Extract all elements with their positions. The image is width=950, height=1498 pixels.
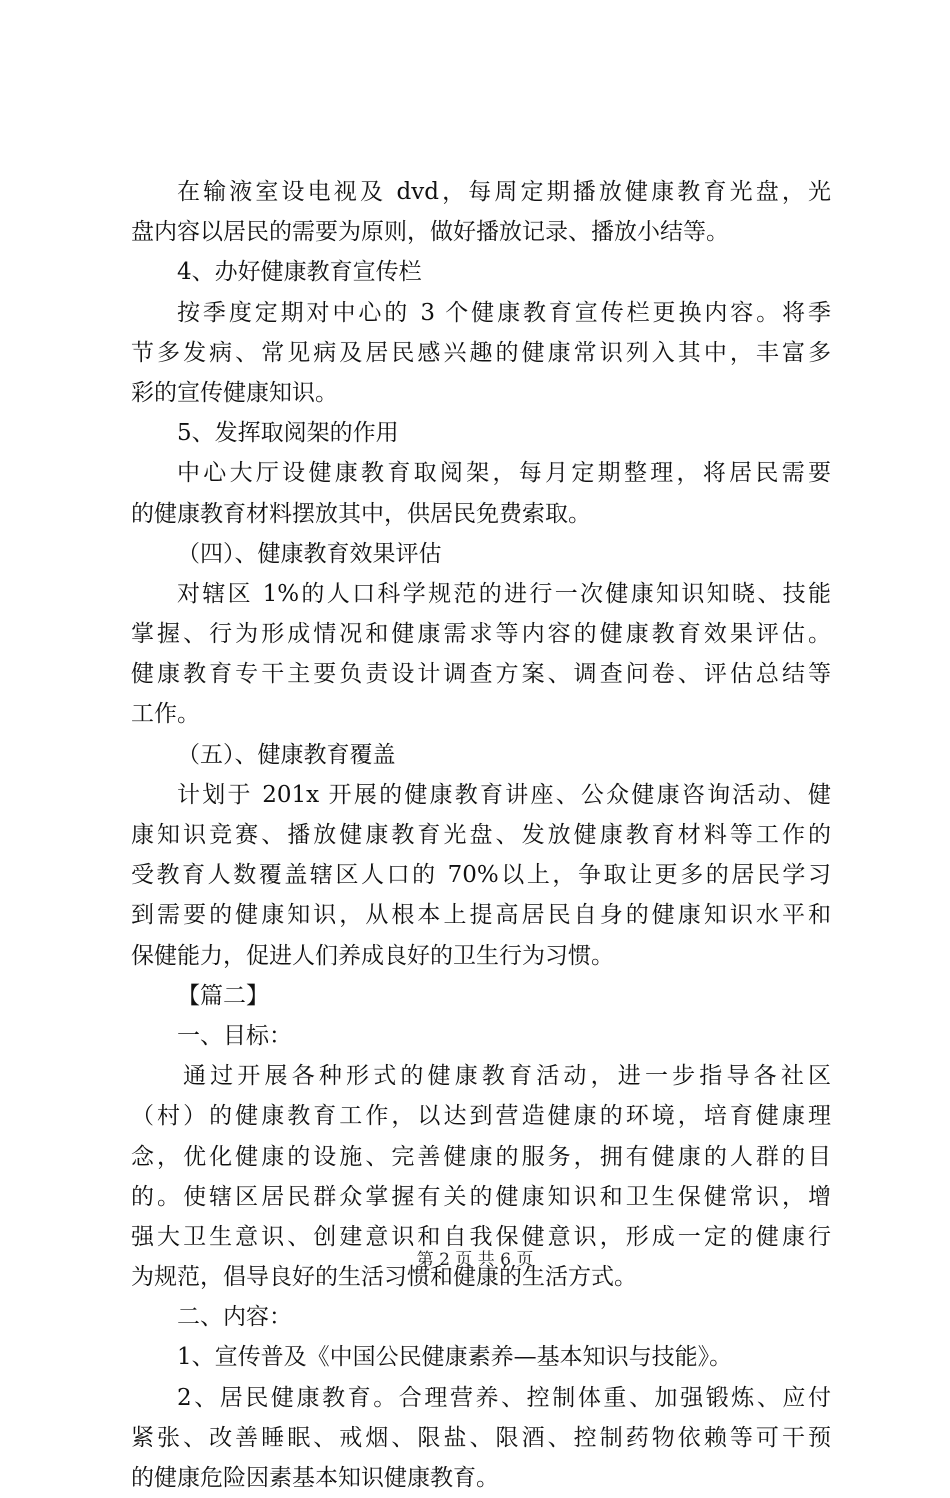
text-line: 的健康危险因素基本知识健康教育。 (131, 1465, 499, 1491)
text-line: 中心大厅设健康教育取阅架，每月定期整理，将居民需要 (177, 460, 831, 487)
text-line: 在输液室设电视及 dvd，每周定期播放健康教育光盘，光 (177, 179, 831, 205)
text-line: 一、目标： (177, 1022, 292, 1049)
text-line: 到需要的健康知识，从根本上提高居民自身的健康知识水平和 (131, 902, 831, 929)
text-line: 对辖区 1%的人口科学规范的进行一次健康知识知晓、技能 (177, 580, 831, 607)
text-line: （四）、健康教育效果评估 (177, 540, 442, 567)
text-line: 的。使辖区居民群众掌握有关的健康知识和卫生保健常识，增 (131, 1183, 831, 1210)
text-line: 计划于 201x 开展的健康教育讲座、公众健康咨询活动、健 (177, 781, 831, 808)
text-line: 掌握、行为形成情况和健康需求等内容的健康教育效果评估。 (131, 621, 831, 648)
text-line: 彩的宣传健康知识。 (131, 379, 338, 406)
document-body (131, 172, 831, 1498)
text-line: （村）的健康教育工作，以达到营造健康的环境，培育健康理 (131, 1103, 831, 1130)
text-line: 受教育人数覆盖辖区人口的 70%以上，争取让更多的居民学习 (131, 862, 831, 889)
text-line: 工作。 (131, 701, 200, 728)
text-line: 二、内容： (177, 1304, 292, 1331)
text-line: 1、宣传普及《中国公民健康素养—基本知识与技能》。 (177, 1344, 733, 1371)
text-line: 念，优化健康的设施、完善健康的服务，拥有健康的人群的目 (131, 1143, 831, 1170)
text-line: （五）、健康教育覆盖 (177, 741, 396, 768)
page-footer: 第 2 页 共 6 页 (416, 1250, 534, 1270)
text-line: 2、居民健康教育。合理营养、控制体重、加强锻炼、应付 (177, 1384, 831, 1411)
text-line: 节多发病、常见病及居民感兴趣的健康常识列入其中，丰富多 (131, 339, 831, 366)
text-line: 4、办好健康教育宣传栏 (177, 259, 422, 286)
text-line: 5、发挥取阅架的作用 (177, 420, 399, 447)
text-line: 紧张、改善睡眠、戒烟、限盐、限酒、控制药物依赖等可干预 (131, 1424, 831, 1451)
text-line: 保健能力，促进人们养成良好的卫生行为习惯。 (131, 942, 614, 969)
text-line: 盘内容以居民的需要为原则，做好播放记录、播放小结等。 (131, 219, 729, 246)
text-line: 为规范，倡导良好的生活习惯和健康的生活方式。 (131, 1264, 637, 1291)
text-line: 的健康教育材料摆放其中，供居民免费索取。 (131, 500, 591, 527)
text-line: 健康教育专干主要负责设计调查方案、调查问卷、评估总结等 (131, 661, 831, 688)
text-line: 强大卫生意识、创建意识和自我保健意识，形成一定的健康行 (131, 1223, 831, 1250)
text-line: 按季度定期对中心的 3 个健康教育宣传栏更换内容。将季 (177, 299, 831, 326)
text-line: 【篇二】 (177, 982, 269, 1009)
text-line: 通过开展各种形式的健康教育活动，进一步指导各社区 (183, 1063, 831, 1090)
text-line: 康知识竞赛、播放健康教育光盘、发放健康教育材料等工作的 (131, 822, 831, 848)
